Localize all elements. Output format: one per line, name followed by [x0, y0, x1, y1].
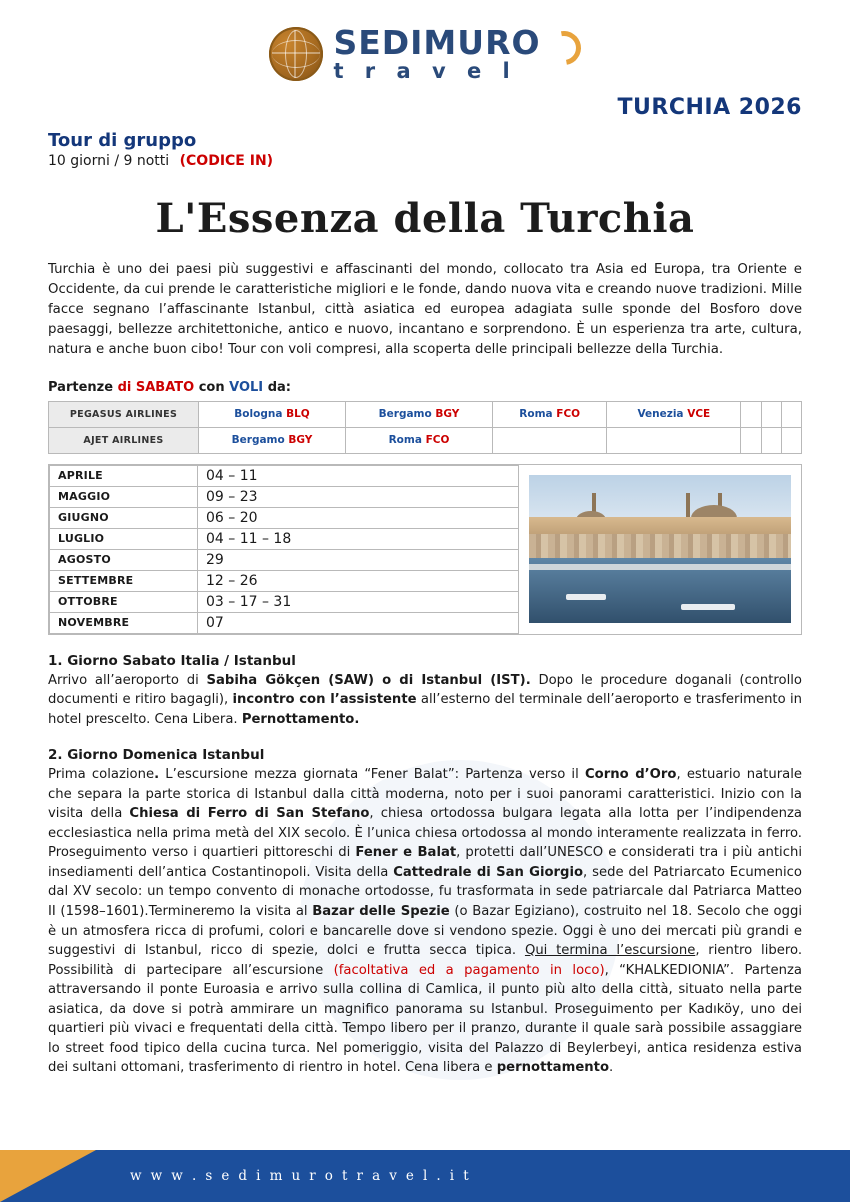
airline-route-cell	[199, 427, 346, 453]
route-airport-code: BGY	[288, 434, 313, 447]
days-cell: 03 – 17 – 31	[198, 591, 519, 612]
airline-empty-cell	[741, 401, 761, 427]
airline-route-cell	[607, 401, 741, 427]
departures-label-2: con	[198, 379, 225, 395]
days-cell: 06 – 20	[198, 507, 519, 528]
dates-row	[50, 507, 519, 528]
dates-row	[50, 570, 519, 591]
brand-name: SEDIMURO	[333, 23, 541, 62]
route-airport-code: VCE	[687, 408, 711, 421]
brand-logo	[48, 0, 802, 89]
month-cell: GIUGNO	[50, 507, 198, 528]
route-airport-code: FCO	[556, 408, 581, 421]
days-cell: 29	[198, 549, 519, 570]
route-airport-code: FCO	[425, 434, 450, 447]
days-cell: 09 – 23	[198, 486, 519, 507]
airline-route-cell	[199, 401, 346, 427]
day-1-title: 1. Giorno Sabato Italia / Istanbul	[48, 652, 296, 669]
month-cell: SETTEMBRE	[50, 570, 198, 591]
departures-voli: VOLI	[229, 379, 264, 395]
swoosh-icon	[540, 24, 587, 71]
departures-label-3: da:	[267, 379, 291, 395]
airline-row	[49, 401, 802, 427]
airline-empty-cell	[761, 427, 781, 453]
dates-row	[50, 591, 519, 612]
main-title: L'Essenza della Turchia	[155, 195, 695, 242]
airline-empty-cell	[781, 427, 801, 453]
days-cell: 12 – 26	[198, 570, 519, 591]
airline-empty-cell	[741, 427, 761, 453]
airline-empty-cell	[607, 427, 741, 453]
day-2-title: 2. Giorno Domenica Istanbul	[48, 747, 265, 764]
istanbul-photo	[529, 475, 791, 623]
airlines-table-body	[49, 401, 802, 453]
itinerary-day	[48, 653, 802, 730]
days-cell: 07	[198, 612, 519, 633]
airline-row	[49, 427, 802, 453]
footer-triangle-accent	[0, 1150, 96, 1202]
page-title-year: TURCHIA 2026	[617, 95, 802, 120]
month-cell: NOVEMBRE	[50, 612, 198, 633]
departures-heading	[48, 380, 802, 395]
day-2-body: Prima colazione. L’escursione mezza giornata “Fener Balat”: Partenza verso il Corno d’Oro, estuario naturale che separa la parte storica di Istanbul dalla città moderna, noto per i suoi panorami caratteristici. Inizio con la visita della Chiesa di Ferro di San Stefano, chiesa ortodossa bulgara legata alla lotta per l’indipendenza ecclesiastica nella prima metà del XIX secolo. È l’unica chiesa ortodossa al mondo interamente realizzata in ferro. Proseguimento verso i quartieri pittoreschi di Fener e Balat, protetti dall’UNESCO e considerati tra i più antichi insediamenti dell’antica Costantinopoli. Visita della Cattedrale di San Giorgio, sede del Patriarcato Ecumenico dal XV secolo: un tempo convento di monache ortodosse, fu trasformata in sede patriarcale dal Patriarca Matteo II (1598–1601).Termineremo la visita al Bazar delle Spezie (o Bazar Egiziano), costruito nel 18. Secolo che oggi è un atmosfera ricca di profumi, colori e bancarelle dove si vendono spezie. Oggi è uno dei mercati più grandi e suggestivi di Istanbul, ricco di spezie, dolci e frutta secca tipica. Qui termina l’escursione, rientro libero. Possibilità di partecipare all’escursione (facoltativa ed a pagamento in loco), “KHALKEDIONIA”. Partenza attraversando il ponte Euroasia e arrivo sulla collina di Camlica, il punto più alto della città, situato nella parte asiatica, da dove si potrà ammirare un magnifico panorama su Istanbul. Proseguimento per Kadıköy, uno dei quartieri più vivaci e frequentati della città. Tempo libero per il pranzo, durante il quale sarà possibile assaggiare lo street food tipico della cucina turca. Nel pomeriggio, visita del Palazzo di Beylerbeyi, antica residenza estiva dei sultani ottomani, trasferimento di rientro in hotel. Cena libera e pernottamento.	[48, 767, 803, 1076]
route-city: Bologna	[234, 408, 287, 421]
itinerary-list	[48, 653, 802, 1078]
dates-row	[50, 486, 519, 507]
footer-website-url[interactable]: w w w . s e d i m u r o t r a v e l . i t	[130, 1168, 472, 1184]
departures-saturday: di SABATO	[117, 379, 195, 395]
departures-label-1: Partenze	[48, 379, 114, 395]
page-footer	[0, 1150, 850, 1202]
dates-row	[50, 549, 519, 570]
dates-row	[50, 528, 519, 549]
route-city: Roma	[519, 408, 557, 421]
route-airport-code: BGY	[435, 408, 460, 421]
month-cell: OTTOBRE	[50, 591, 198, 612]
airline-empty-cell	[781, 401, 801, 427]
airlines-table	[48, 401, 802, 454]
airline-route-cell	[493, 401, 607, 427]
month-cell: APRILE	[50, 465, 198, 486]
day-1-body: Arrivo all’aeroporto di Sabiha Gökçen (SAW) o di Istanbul (IST). Dopo le procedure doganali (controllo documenti e ritiro bagagli), incontro con l’assistente all’esterno del terminale dell’aeroporto e trasferimento in hotel prescelto. Cena Libera. Pernottamento.	[48, 672, 802, 727]
dates-row	[50, 612, 519, 633]
departure-dates-block	[48, 464, 802, 635]
photo-cell	[519, 465, 801, 634]
route-city: Roma	[388, 434, 426, 447]
tour-duration-text: 10 giorni / 9 notti	[48, 153, 170, 169]
airline-empty-cell	[761, 401, 781, 427]
days-cell: 04 – 11 – 18	[198, 528, 519, 549]
airline-carrier-cell: AJET AIRLINES	[49, 427, 199, 453]
route-airport-code: BLQ	[286, 408, 310, 421]
airline-carrier-cell: PEGASUS AIRLINES	[49, 401, 199, 427]
days-cell: 04 – 11	[198, 465, 519, 486]
route-city: Bergamo	[231, 434, 289, 447]
globe-icon	[269, 27, 323, 81]
tour-code-badge: (CODICE IN)	[179, 153, 274, 169]
airline-route-cell	[346, 401, 493, 427]
itinerary-day	[48, 747, 802, 1078]
airline-route-cell	[346, 427, 493, 453]
tour-duration-line	[48, 153, 802, 169]
month-cell: AGOSTO	[50, 549, 198, 570]
dates-table	[49, 465, 519, 634]
route-city: Venezia	[637, 408, 688, 421]
month-cell: LUGLIO	[50, 528, 198, 549]
dates-table-body	[50, 465, 519, 633]
route-city: Bergamo	[378, 408, 436, 421]
dates-row	[50, 465, 519, 486]
tour-type-label: Tour di gruppo	[48, 130, 197, 151]
month-cell: MAGGIO	[50, 486, 198, 507]
intro-paragraph: Turchia è uno dei paesi più suggestivi e affascinanti del mondo, collocato tra Asia ed Europa, tra Oriente e Occidente, da cui prende le caratteristiche migliori e le fonde, dando nuova vita e creando nuove tradizioni. Mille facce segnano l’affascinante Istanbul, città asiatica ed europea adagiata sulle sponde del Bosforo dove paesaggi, bellezze architettoniche, antico e nuovo, incantano e sorprendono. È un esperienza tra arte, cultura, natura e anche buon cibo! Tour con voli compresi, alla scoperta delle principali bellezze della Turchia.	[48, 262, 802, 357]
brand-subtitle: t r a v e l	[333, 59, 517, 83]
airline-empty-cell	[493, 427, 607, 453]
